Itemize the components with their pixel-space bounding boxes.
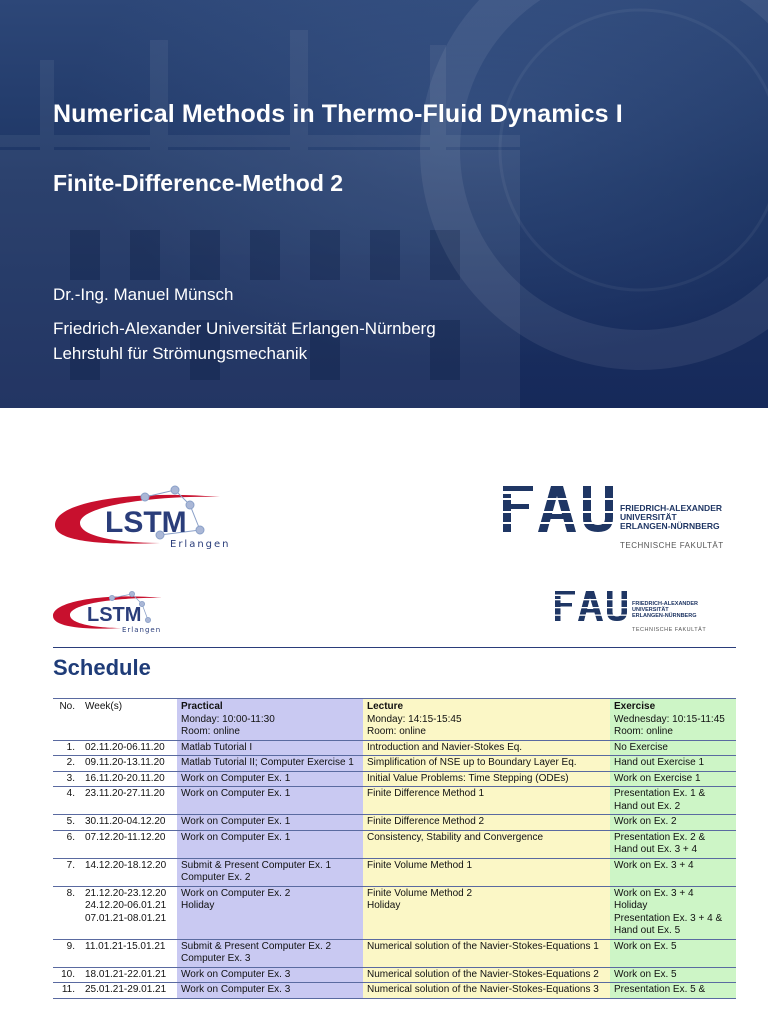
cell-exercise: No Exercise <box>610 740 736 756</box>
cell-no: 8. <box>53 886 81 939</box>
table-row <box>53 858 736 886</box>
cell-no: 6. <box>53 830 81 858</box>
fau-name-line3: ERLANGEN-NÜRNBERG <box>620 520 720 531</box>
cell-weeks: 16.11.20-20.11.20 <box>81 771 177 787</box>
header-lecture: Lecture Monday: 14:15-15:45 Room: online <box>363 699 610 741</box>
cell-lecture: Simplification of NSE up to Boundary Layer Eq. <box>363 756 610 772</box>
fau-logo-large <box>503 486 743 556</box>
cell-lecture: Finite Volume Method 2 Holiday <box>363 886 610 939</box>
cell-exercise: Work on Exercise 1 <box>610 771 736 787</box>
cell-lecture: Introduction and Navier-Stokes Eq. <box>363 740 610 756</box>
cell-no: 1. <box>53 740 81 756</box>
cell-exercise: Work on Ex. 3 + 4 <box>610 858 736 886</box>
table-row <box>53 967 736 983</box>
cell-practical: Matlab Tutorial II; Computer Exercise 1 <box>177 756 363 772</box>
cell-weeks: 25.01.21-29.01.21 <box>81 983 177 999</box>
cell-practical: Work on Computer Ex. 3 <box>177 967 363 983</box>
cell-practical: Submit & Present Computer Ex. 2 Computer Ex. 3 <box>177 939 363 967</box>
table-row <box>53 939 736 967</box>
header-divider <box>53 647 736 648</box>
cell-weeks: 30.11.20-04.12.20 <box>81 815 177 831</box>
cell-practical: Work on Computer Ex. 1 <box>177 787 363 815</box>
schedule-table <box>53 698 736 999</box>
cell-exercise: Work on Ex. 5 <box>610 967 736 983</box>
header-practical: Practical Monday: 10:00-11:30 Room: online <box>177 699 363 741</box>
cell-exercise: Presentation Ex. 5 & <box>610 983 736 999</box>
table-row <box>53 771 736 787</box>
svg-text:LSTM: LSTM <box>105 506 187 539</box>
cell-exercise: Work on Ex. 2 <box>610 815 736 831</box>
cell-practical: Matlab Tutorial I <box>177 740 363 756</box>
cell-exercise: Work on Ex. 5 <box>610 939 736 967</box>
cell-no: 3. <box>53 771 81 787</box>
cell-lecture: Finite Difference Method 2 <box>363 815 610 831</box>
lstm-logo-large <box>50 485 240 555</box>
cell-lecture: Numerical solution of the Navier-Stokes-Equations 1 <box>363 939 610 967</box>
cell-practical: Work on Computer Ex. 1 <box>177 771 363 787</box>
table-row <box>53 756 736 772</box>
cell-weeks: 09.11.20-13.11.20 <box>81 756 177 772</box>
lecture-subtitle: Finite-Difference-Method 2 <box>53 170 344 196</box>
fau-faculty-label: TECHNISCHE FAKULTÄT <box>632 627 707 633</box>
title-banner <box>0 0 768 408</box>
cell-lecture: Consistency, Stability and Convergence <box>363 830 610 858</box>
cell-exercise: Presentation Ex. 1 & Hand out Ex. 2 <box>610 787 736 815</box>
fau-wordmark-icon <box>555 591 627 621</box>
table-row <box>53 983 736 999</box>
cell-no: 4. <box>53 787 81 815</box>
lecture-title: Numerical Methods in Thermo-Fluid Dynamics I <box>53 100 623 128</box>
header-no: No. <box>53 699 81 741</box>
cell-no: 7. <box>53 858 81 886</box>
cell-practical: Work on Computer Ex. 1 <box>177 815 363 831</box>
fau-name-line2: UNIVERSITÄT <box>632 606 669 613</box>
table-row <box>53 815 736 831</box>
cell-no: 11. <box>53 983 81 999</box>
cell-practical: Work on Computer Ex. 1 <box>177 830 363 858</box>
cell-weeks: 21.12.20-23.12.20 24.12.20-06.01.21 07.01.21-08.01.21 <box>81 886 177 939</box>
cell-lecture: Numerical solution of the Navier-Stokes-Equations 2 <box>363 967 610 983</box>
cell-no: 9. <box>53 939 81 967</box>
cell-weeks: 11.01.21-15.01.21 <box>81 939 177 967</box>
chair-name: Lehrstuhl für Strömungsmechanik <box>53 344 308 363</box>
svg-text:Erlangen: Erlangen <box>122 626 162 634</box>
cell-weeks: 23.11.20-27.11.20 <box>81 787 177 815</box>
table-row <box>53 830 736 858</box>
cell-exercise: Work on Ex. 3 + 4 Holiday Presentation Ex. 3 + 4 & Hand out Ex. 5 <box>610 886 736 939</box>
lstm-swoosh-icon <box>50 590 175 636</box>
svg-text:LSTM: LSTM <box>87 604 142 626</box>
header-weeks: Week(s) <box>81 699 177 741</box>
table-row <box>53 740 736 756</box>
cell-weeks: 18.01.21-22.01.21 <box>81 967 177 983</box>
table-header-row <box>53 699 736 741</box>
cell-lecture: Numerical solution of the Navier-Stokes-Equations 3 <box>363 983 610 999</box>
table-row <box>53 787 736 815</box>
author-name: Dr.-Ing. Manuel Münsch <box>53 285 234 304</box>
cell-practical: Work on Computer Ex. 2 Holiday <box>177 886 363 939</box>
cell-weeks: 14.12.20-18.12.20 <box>81 858 177 886</box>
institution-name: Friedrich-Alexander Universität Erlangen-Nürnberg <box>53 319 436 338</box>
section-title: Schedule <box>53 655 151 680</box>
cell-weeks: 02.11.20-06.11.20 <box>81 740 177 756</box>
table-row <box>53 886 736 939</box>
cell-lecture: Finite Volume Method 1 <box>363 858 610 886</box>
header-exercise: Exercise Wednesday: 10:15-11:45 Room: online <box>610 699 736 741</box>
fau-name-line1: FRIEDRICH-ALEXANDER <box>620 503 722 513</box>
cell-lecture: Initial Value Problems: Time Stepping (ODEs) <box>363 771 610 787</box>
cell-no: 5. <box>53 815 81 831</box>
cell-practical: Work on Computer Ex. 3 <box>177 983 363 999</box>
cell-weeks: 07.12.20-11.12.20 <box>81 830 177 858</box>
lstm-swoosh-icon <box>50 485 240 555</box>
lstm-logo-small <box>50 590 175 636</box>
cell-no: 10. <box>53 967 81 983</box>
cell-no: 2. <box>53 756 81 772</box>
fau-faculty-label: TECHNISCHE FAKULTÄT <box>620 541 724 550</box>
fau-logo-small <box>555 591 725 637</box>
fau-name-line3: ERLANGEN-NÜRNBERG <box>632 612 697 619</box>
svg-text:Erlangen: Erlangen <box>170 539 231 550</box>
cell-exercise: Presentation Ex. 2 & Hand out Ex. 3 + 4 <box>610 830 736 858</box>
fau-name-line1: FRIEDRICH-ALEXANDER <box>632 601 698 607</box>
cell-lecture: Finite Difference Method 1 <box>363 787 610 815</box>
fau-name-line2: UNIVERSITÄT <box>620 511 677 522</box>
cell-practical: Submit & Present Computer Ex. 1 Computer Ex. 2 <box>177 858 363 886</box>
cell-exercise: Hand out Exercise 1 <box>610 756 736 772</box>
fau-wordmark-icon <box>503 486 613 532</box>
